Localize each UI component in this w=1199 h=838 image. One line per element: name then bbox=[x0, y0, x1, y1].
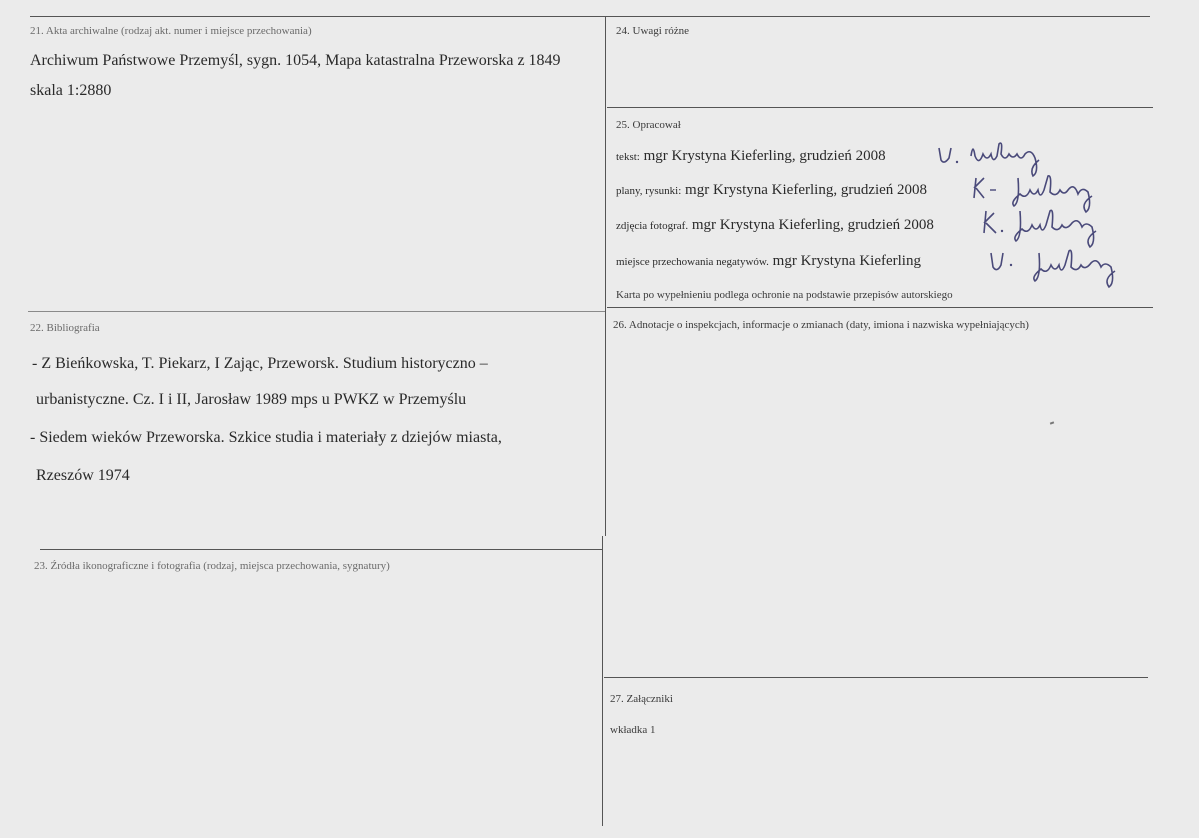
row-value: mgr Krystyna Kieferling bbox=[772, 253, 921, 269]
author-row-negatives bbox=[616, 253, 921, 270]
row-value: mgr Krystyna Kieferling, grudzień 2008 bbox=[685, 182, 928, 198]
row-value: mgr Krystyna Kieferling, grudzień 2008 bbox=[643, 148, 886, 164]
column-divider bbox=[605, 16, 606, 536]
section-21-label: 21. Akta archiwalne (rodzaj akt. numer i miejsce przechowania) bbox=[30, 25, 312, 37]
row-prefix: plany, rysunki: bbox=[616, 185, 682, 197]
section-24-label: 24. Uwagi różne bbox=[616, 25, 690, 37]
copyright-note: Karta po wypełnieniu podlega ochronie na podstawie przepisów autorskiego bbox=[616, 289, 953, 301]
divider-21-22 bbox=[28, 311, 605, 312]
section-23-label: 23. Źródła ikonograficzne i fotografia (rodzaj, miejsca przechowania, sygnatury) bbox=[34, 560, 390, 572]
divider-26-27 bbox=[604, 677, 1148, 678]
ink-speck bbox=[1050, 421, 1054, 424]
archive-reference: Archiwum Państwowe Przemyśl, sygn. 1054, Mapa katastralna Przeworska z 1849 bbox=[30, 52, 561, 69]
bibliography-entry-2: - Siedem wieków Przeworska. Szkice studia i materiały z dziejów miasta, bbox=[30, 429, 502, 446]
row-value: mgr Krystyna Kieferling, grudzień 2008 bbox=[691, 217, 934, 233]
author-row-plans bbox=[616, 182, 927, 199]
bibliography-entry-1: - Z Bieńkowska, T. Piekarz, I Zając, Przeworsk. Studium historyczno – bbox=[32, 355, 488, 372]
bibliography-entry-1-cont: urbanistyczne. Cz. I i II, Jarosław 1989 mps u PWKZ w Przemyślu bbox=[36, 391, 467, 408]
row-prefix: miejsce przechowania negatywów. bbox=[616, 256, 769, 268]
column-divider-lower bbox=[602, 536, 603, 826]
attachment-value: wkładka 1 bbox=[610, 724, 656, 736]
row-prefix: tekst: bbox=[616, 151, 640, 163]
row-prefix: zdjęcia fotograf. bbox=[616, 220, 689, 232]
divider-24-25 bbox=[607, 107, 1153, 108]
section-25-label: 25. Opracował bbox=[616, 119, 681, 131]
section-27-label: 27. Załączniki bbox=[610, 693, 673, 705]
section-26-label: 26. Adnotacje o inspekcjach, informacje o zmianach (daty, imiona i nazwiska wypełniających) bbox=[613, 319, 1029, 331]
divider-25-26 bbox=[607, 307, 1153, 308]
bibliography-entry-2-cont: Rzeszów 1974 bbox=[36, 467, 130, 484]
signature-4 bbox=[985, 245, 1145, 292]
section-22-label: 22. Bibliografia bbox=[30, 322, 100, 334]
author-row-photos bbox=[616, 217, 934, 234]
author-row-text bbox=[616, 148, 886, 165]
map-scale: skala 1:2880 bbox=[30, 82, 112, 99]
top-border bbox=[30, 16, 1150, 17]
divider-22-23 bbox=[40, 549, 602, 550]
